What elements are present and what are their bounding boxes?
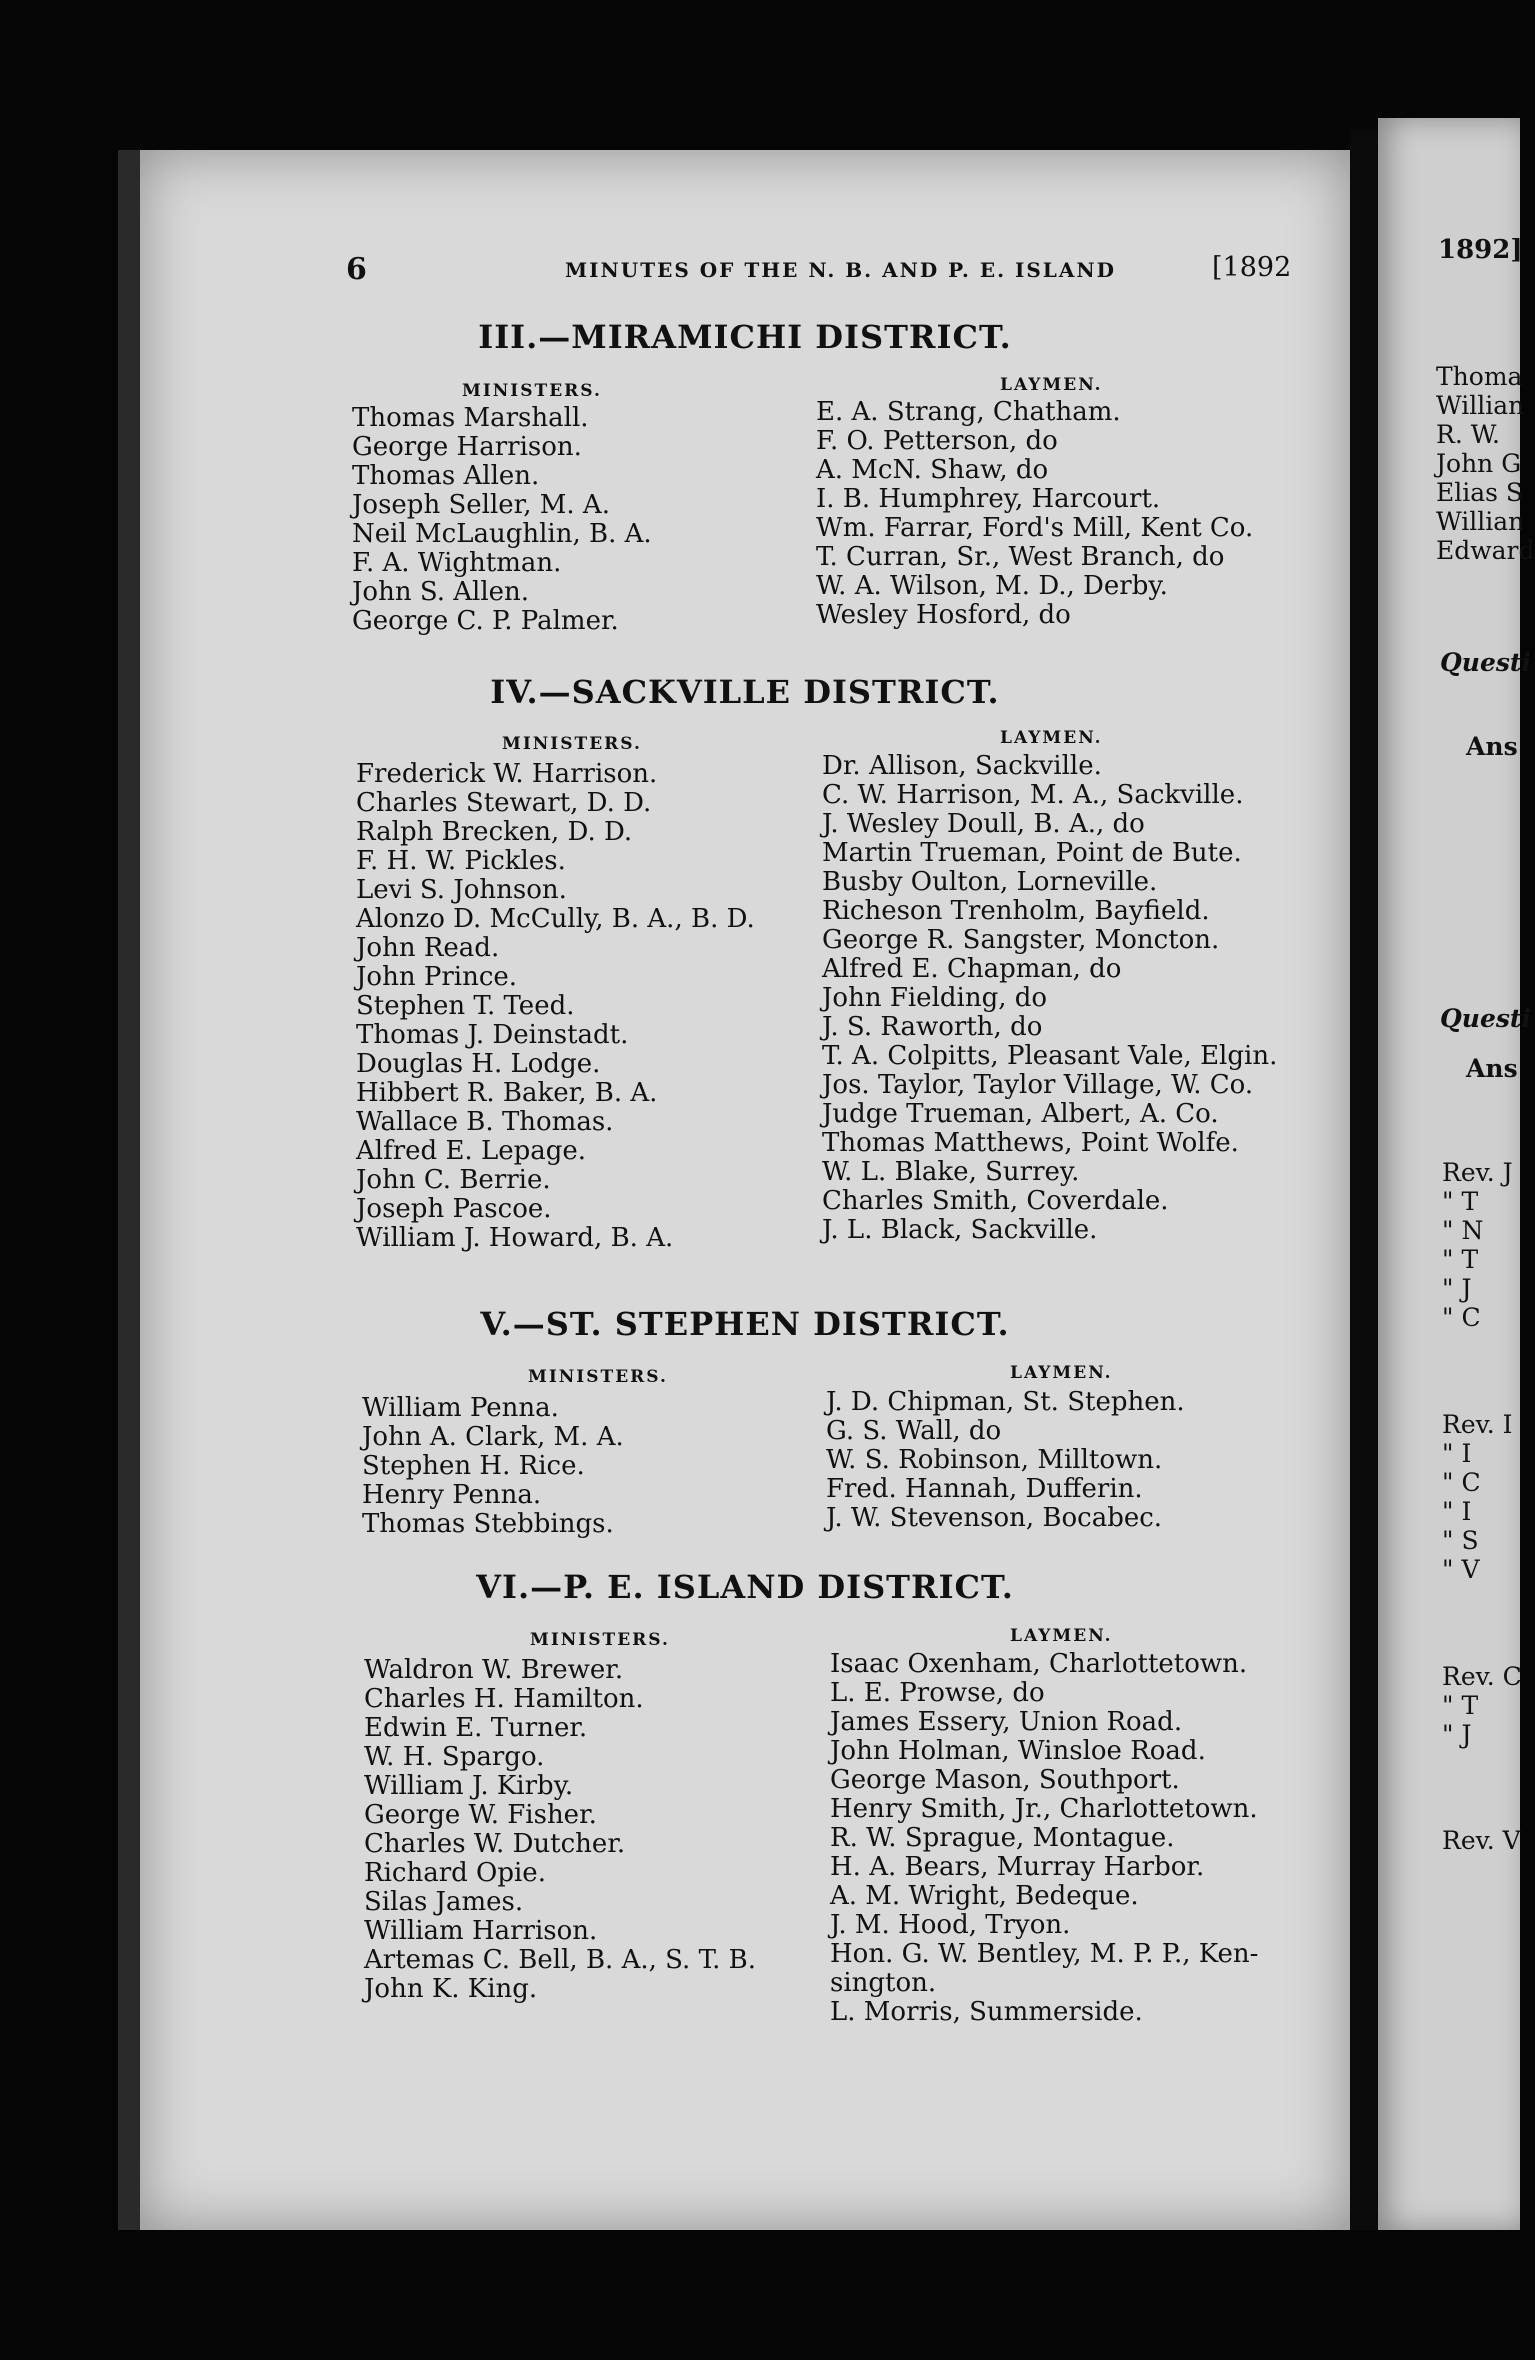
list-item: Hibbert R. Baker, B. A.: [356, 1078, 658, 1108]
facing-line: Willian: [1436, 507, 1525, 536]
list-item: Charles Stewart, D. D.: [356, 788, 652, 818]
laymen-list-pe-island: [830, 1650, 1258, 2027]
list-item: Thomas Stebbings.: [362, 1509, 614, 1539]
facing-line: " V: [1442, 1555, 1480, 1584]
list-item: Henry Smith, Jr., Charlottetown.: [830, 1794, 1258, 1824]
laymen-label: LAYMEN.: [1000, 375, 1103, 395]
list-item: Joseph Pascoe.: [356, 1194, 552, 1224]
list-item: George W. Fisher.: [364, 1800, 597, 1830]
facing-answer-1: Ans: [1466, 732, 1518, 761]
list-item: Dr. Allison, Sackville.: [822, 751, 1102, 781]
list-item: J. D. Chipman, St. Stephen.: [826, 1387, 1185, 1417]
list-item: Frederick W. Harrison.: [356, 759, 658, 789]
laymen-list-miramichi: [816, 398, 1253, 630]
list-item: John Holman, Winsloe Road.: [830, 1736, 1206, 1766]
list-item: T. A. Colpitts, Pleasant Vale, Elgin.: [822, 1041, 1278, 1071]
laymen-label: LAYMEN.: [1010, 1626, 1113, 1646]
list-item: John S. Allen.: [352, 577, 530, 607]
list-item: Edwin E. Turner.: [364, 1713, 588, 1743]
laymen-label: LAYMEN.: [1000, 728, 1103, 748]
ministers-label: MINISTERS.: [530, 1630, 670, 1650]
list-item: G. S. Wall, do: [826, 1416, 1002, 1446]
list-item: A. M. Wright, Bedeque.: [830, 1881, 1139, 1911]
list-item: Levi S. Johnson.: [356, 875, 567, 905]
list-item: John Prince.: [356, 962, 518, 992]
list-item: George Mason, Southport.: [830, 1765, 1180, 1795]
list-item: Joseph Seller, M. A.: [352, 490, 610, 520]
list-item: F. A. Wightman.: [352, 548, 562, 578]
list-item: Richard Opie.: [364, 1858, 546, 1888]
facing-question-1: Questi: [1440, 648, 1531, 677]
list-item: Wesley Hosford, do: [816, 600, 1071, 630]
list-item: Alfred E. Lepage.: [356, 1136, 587, 1166]
list-item: Stephen H. Rice.: [362, 1451, 585, 1481]
list-item: George R. Sangster, Moncton.: [822, 925, 1220, 955]
ministers-list-sackville: [356, 760, 755, 1253]
list-item: W. H. Spargo.: [364, 1742, 545, 1772]
ministers-list-pe-island: [364, 1656, 756, 2004]
list-item: Martin Trueman, Point de Bute.: [822, 838, 1242, 868]
list-item: Stephen T. Teed.: [356, 991, 575, 1021]
facing-line: " T: [1442, 1187, 1479, 1216]
facing-line: John G: [1436, 449, 1522, 478]
list-item: Thomas J. Deinstadt.: [356, 1020, 629, 1050]
list-item: Neil McLaughlin, B. A.: [352, 519, 652, 549]
facing-line: Thoma: [1436, 362, 1523, 391]
facing-line: Rev. I: [1442, 1410, 1513, 1439]
list-item: Artemas C. Bell, B. A., S. T. B.: [364, 1945, 756, 1975]
facing-line: " C: [1442, 1303, 1481, 1332]
page-number: 6: [346, 252, 367, 287]
list-item: W. A. Wilson, M. D., Derby.: [816, 571, 1168, 601]
facing-line: Rev. V: [1442, 1826, 1521, 1855]
list-item: R. W. Sprague, Montague.: [830, 1823, 1175, 1853]
ministers-list-miramichi: [352, 404, 652, 636]
list-item: John Fielding, do: [822, 983, 1048, 1013]
facing-line: " C: [1442, 1468, 1481, 1497]
facing-line: " I: [1442, 1439, 1472, 1468]
list-item: L. E. Prowse, do: [830, 1678, 1045, 1708]
list-item: J. S. Raworth, do: [822, 1012, 1043, 1042]
ministers-list-st-stephen: [362, 1394, 624, 1539]
facing-question-2: Questi: [1440, 1004, 1531, 1033]
list-item: Silas James.: [364, 1887, 524, 1917]
district-heading-st-stephen: V.—ST. STEPHEN DISTRICT.: [480, 1305, 1010, 1343]
list-item: Judge Trueman, Albert, A. Co.: [822, 1099, 1219, 1129]
list-item: John Read.: [356, 933, 500, 963]
list-item: Charles H. Hamilton.: [364, 1684, 644, 1714]
list-item: C. W. Harrison, M. A., Sackville.: [822, 780, 1244, 810]
facing-line: " N: [1442, 1216, 1484, 1245]
ministers-label: MINISTERS.: [502, 734, 642, 754]
facing-line: Rev. C: [1442, 1662, 1522, 1691]
list-item: W. L. Blake, Surrey.: [822, 1157, 1080, 1187]
running-year: [1892: [1212, 252, 1292, 283]
list-item: William J. Howard, B. A.: [356, 1223, 674, 1253]
facing-line: " S: [1442, 1526, 1479, 1555]
facing-line: Edward: [1436, 536, 1535, 565]
list-item: A. McN. Shaw, do: [816, 455, 1049, 485]
ministers-label: MINISTERS.: [528, 1367, 668, 1387]
book-gutter: [1350, 130, 1378, 2230]
list-item: Waldron W. Brewer.: [364, 1655, 624, 1685]
facing-answer-2: Ans: [1466, 1054, 1518, 1083]
list-item: John K. King.: [364, 1974, 538, 2004]
list-item: Isaac Oxenham, Charlottetown.: [830, 1649, 1248, 1679]
list-item: John A. Clark, M. A.: [362, 1422, 624, 1452]
list-item: Alfred E. Chapman, do: [822, 954, 1122, 984]
district-heading-pe-island: VI.—P. E. ISLAND DISTRICT.: [476, 1568, 1014, 1606]
scan-background: [0, 0, 1520, 150]
facing-line: " I: [1442, 1497, 1472, 1526]
list-item: sington.: [830, 1968, 937, 1998]
laymen-list-st-stephen: [826, 1388, 1185, 1533]
list-item: James Essery, Union Road.: [830, 1707, 1183, 1737]
facing-group-2: [1442, 1410, 1513, 1584]
facing-line: " J: [1442, 1720, 1472, 1749]
facing-group-4: [1442, 1826, 1521, 1855]
list-item: Thomas Matthews, Point Wolfe.: [822, 1128, 1239, 1158]
list-item: George C. P. Palmer.: [352, 606, 619, 636]
list-item: Wm. Farrar, Ford's Mill, Kent Co.: [816, 513, 1254, 543]
list-item: Charles W. Dutcher.: [364, 1829, 626, 1859]
list-item: William Harrison.: [364, 1916, 598, 1946]
list-item: Douglas H. Lodge.: [356, 1049, 601, 1079]
laymen-label: LAYMEN.: [1010, 1363, 1113, 1383]
list-item: Fred. Hannah, Dufferin.: [826, 1474, 1143, 1504]
list-item: Henry Penna.: [362, 1480, 542, 1510]
list-item: George Harrison.: [352, 432, 582, 462]
ministers-label: MINISTERS.: [462, 381, 602, 401]
list-item: Charles Smith, Coverdale.: [822, 1186, 1169, 1216]
list-item: F. H. W. Pickles.: [356, 846, 566, 876]
facing-line: Willian: [1436, 391, 1525, 420]
facing-line: " J: [1442, 1274, 1472, 1303]
facing-line: Elias S: [1436, 478, 1524, 507]
list-item: Hon. G. W. Bentley, M. P. P., Ken-: [830, 1939, 1259, 1969]
laymen-list-sackville: [822, 752, 1277, 1245]
list-item: J. W. Stevenson, Bocabec.: [826, 1503, 1163, 1533]
list-item: T. Curran, Sr., West Branch, do: [816, 542, 1225, 572]
running-title: MINUTES OF THE N. B. AND P. E. ISLAND: [565, 258, 1117, 282]
list-item: I. B. Humphrey, Harcourt.: [816, 484, 1161, 514]
facing-line: R. W.: [1436, 420, 1500, 449]
list-item: E. A. Strang, Chatham.: [816, 397, 1121, 427]
running-head: [0, 252, 1520, 292]
list-item: Richeson Trenholm, Bayfield.: [822, 896, 1210, 926]
list-item: J. Wesley Doull, B. A., do: [822, 809, 1145, 839]
facing-page-names: [1436, 362, 1535, 565]
list-item: L. Morris, Summerside.: [830, 1997, 1143, 2027]
list-item: Jos. Taylor, Taylor Village, W. Co.: [822, 1070, 1254, 1100]
facing-group-1: [1442, 1158, 1513, 1332]
list-item: John C. Berrie.: [356, 1165, 551, 1195]
facing-page-year: 1892]: [1438, 235, 1523, 265]
list-item: H. A. Bears, Murray Harbor.: [830, 1852, 1205, 1882]
district-heading-sackville: IV.—SACKVILLE DISTRICT.: [490, 673, 1000, 711]
list-item: Thomas Allen.: [352, 461, 540, 491]
list-item: J. L. Black, Sackville.: [822, 1215, 1098, 1245]
district-heading-miramichi: III.—MIRAMICHI DISTRICT.: [478, 318, 1012, 356]
list-item: Ralph Brecken, D. D.: [356, 817, 633, 847]
list-item: Wallace B. Thomas.: [356, 1107, 614, 1137]
list-item: W. S. Robinson, Milltown.: [826, 1445, 1163, 1475]
list-item: J. M. Hood, Tryon.: [830, 1910, 1071, 1940]
list-item: Thomas Marshall.: [352, 403, 589, 433]
list-item: William Penna.: [362, 1393, 559, 1423]
facing-line: Rev. J: [1442, 1158, 1513, 1187]
facing-line: " T: [1442, 1245, 1479, 1274]
list-item: Busby Oulton, Lorneville.: [822, 867, 1158, 897]
facing-line: " T: [1442, 1691, 1479, 1720]
list-item: William J. Kirby.: [364, 1771, 574, 1801]
list-item: Alonzo D. McCully, B. A., B. D.: [356, 904, 755, 934]
facing-group-3: [1442, 1662, 1522, 1749]
list-item: F. O. Petterson, do: [816, 426, 1058, 456]
